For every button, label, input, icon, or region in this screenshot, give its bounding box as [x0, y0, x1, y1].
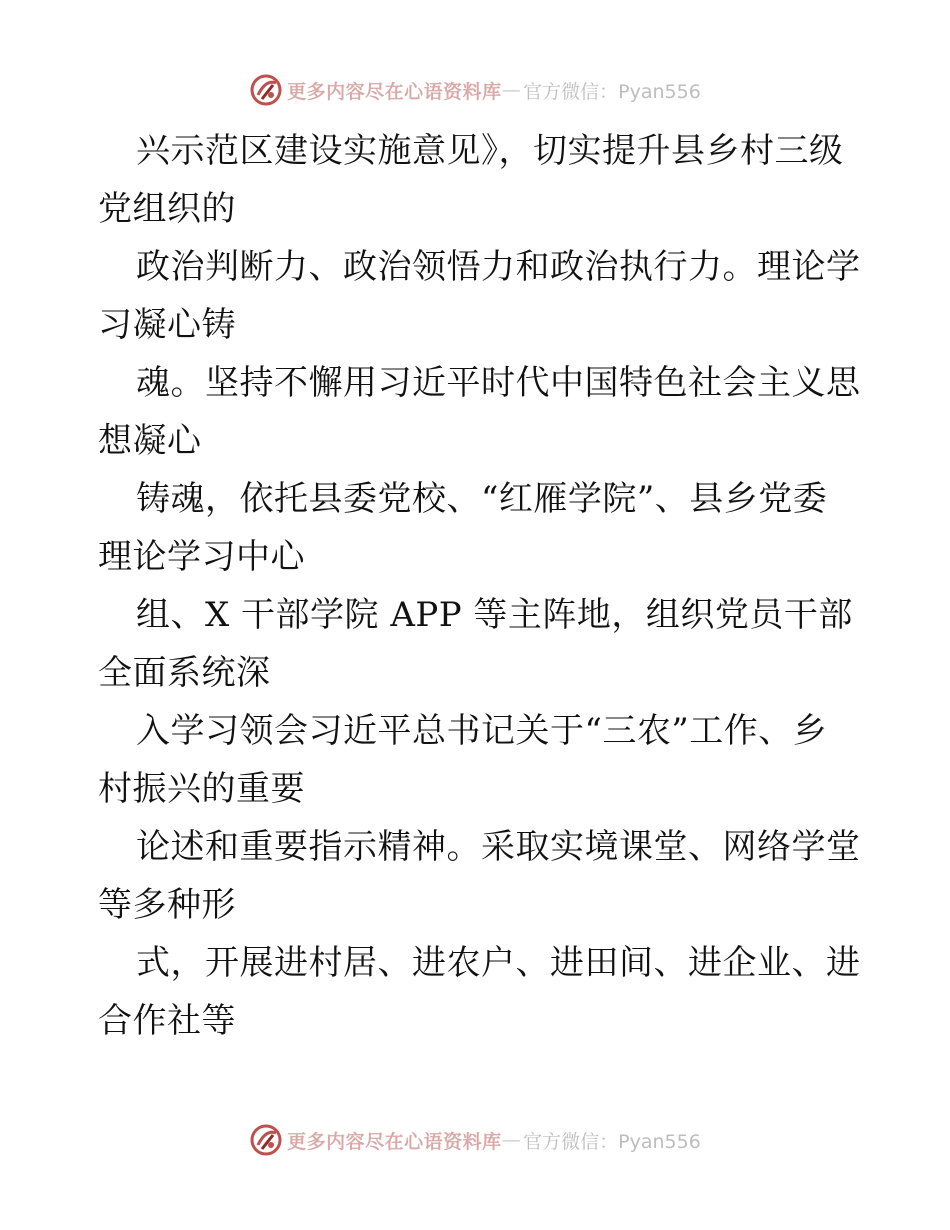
paragraph-line-1: 论述和重要指示精神。采取实境课堂、网络学堂 — [136, 827, 861, 867]
watermark-dash: — — [501, 1129, 522, 1151]
paragraph-line-1: 入学习领会习近平总书记关于“三农”工作、乡 — [136, 711, 828, 751]
paragraph — [98, 122, 858, 238]
paragraph-line-1: 魂。坚持不懈用习近平时代中国特色社会主义思 — [136, 363, 861, 403]
watermark-text: 更多内容尽在心语资料库 — [287, 1130, 502, 1153]
paragraph-line-2: 等多种形 — [98, 885, 236, 925]
paragraph — [98, 238, 861, 354]
paragraph — [98, 354, 861, 470]
paragraph-line-1: 组、X 干部学院 APP 等主阵地，组织党员干部 — [136, 595, 853, 635]
paragraph — [98, 702, 858, 818]
paragraph-line-1: 政治判断力、政治领悟力和政治执行力。理论学 — [136, 247, 861, 287]
paragraph-line-1: 兴示范区建设实施意见》，切实提升县乡村三级 — [136, 131, 844, 171]
paragraph — [98, 818, 861, 934]
paragraph-line-2: 想凝心 — [98, 421, 202, 461]
header-watermark — [0, 70, 950, 110]
paragraph — [98, 586, 858, 702]
paragraph-line-2: 理论学习中心 — [98, 537, 305, 577]
watermark-wechat: 官方微信：Pyan556 — [523, 80, 701, 103]
watermark-wechat: 官方微信：Pyan556 — [523, 1130, 701, 1153]
watermark-dash: — — [501, 79, 522, 101]
paragraph-line-2: 村振兴的重要 — [98, 769, 305, 809]
paragraph-line-1: 式，开展进村居、进农户、进田间、进企业、进 — [136, 943, 861, 983]
paragraph — [98, 934, 861, 1050]
document-body — [98, 122, 861, 1050]
paragraph-line-2: 党组织的 — [98, 189, 236, 229]
logo-icon — [249, 1123, 283, 1157]
footer-watermark — [0, 1120, 950, 1160]
watermark-text: 更多内容尽在心语资料库 — [287, 80, 502, 103]
paragraph-line-2: 全面系统深 — [98, 653, 271, 693]
paragraph-line-2: 习凝心铸 — [98, 305, 236, 345]
paragraph — [98, 470, 858, 586]
paragraph-line-1: 铸魂，依托县委党校、“红雁学院”、县乡党委 — [136, 479, 828, 519]
paragraph-line-2: 合作社等 — [98, 1001, 236, 1041]
logo-icon — [249, 73, 283, 107]
